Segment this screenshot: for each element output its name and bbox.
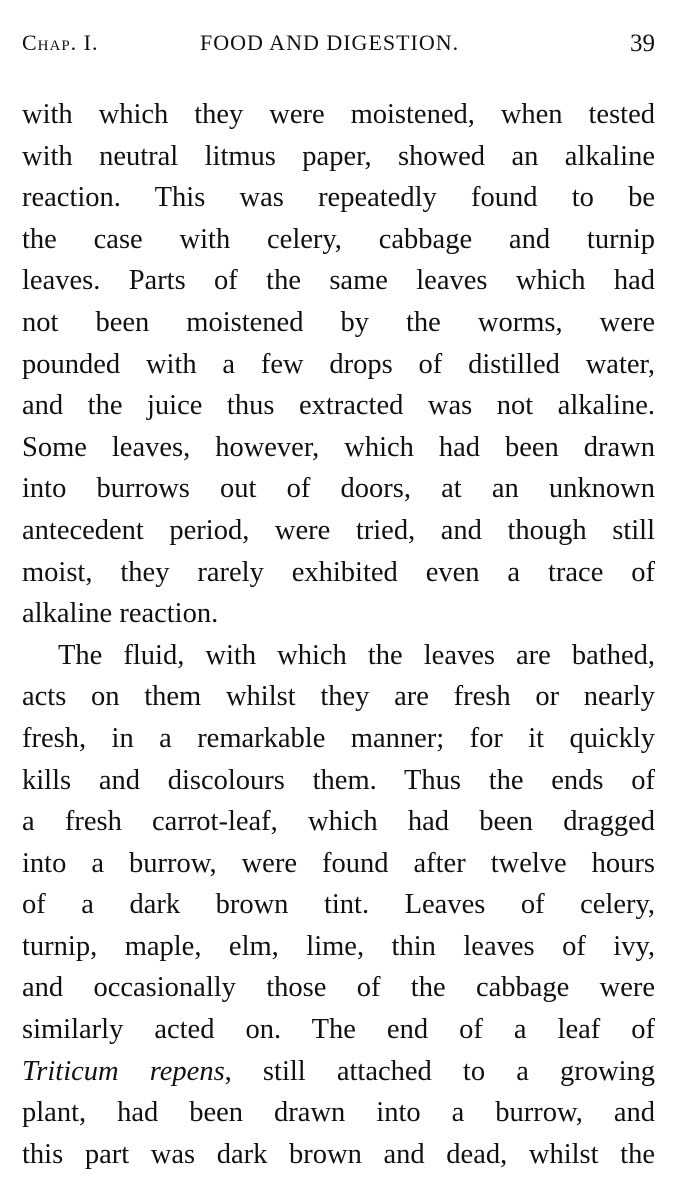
text-line: not been moistened by the worms, were: [22, 306, 655, 338]
text-line: a fresh carrot-leaf, which had been dragged: [22, 806, 655, 838]
text-line: moist, they rarely exhibited even a trace of: [22, 556, 655, 588]
text-line: similarly acted on. The end of a leaf of: [22, 1014, 655, 1046]
text-line: acts on them whilst they are fresh or nearly: [22, 681, 655, 713]
text-line: with neutral litmus paper, showed an alkaline: [22, 140, 655, 172]
text-line: Some leaves, however, which had been drawn: [22, 431, 655, 463]
text-line: into a burrow, were found after twelve hours: [22, 847, 655, 879]
text-line: turnip, maple, elm, lime, thin leaves of ivy,: [22, 930, 655, 962]
chapter-label: Chap. I.: [22, 30, 99, 55]
text-line: reaction. This was repeatedly found to be: [22, 182, 655, 214]
text-line: fresh, in a remarkable manner; for it quickly: [22, 722, 655, 754]
text-line-rest: , still attached to a growing: [224, 1055, 655, 1087]
text-line: this part was dark brown and dead, whilst the: [22, 1138, 655, 1170]
text-line: with which they were moistened, when tested: [22, 99, 655, 130]
text-line: and occasionally those of the cabbage were: [22, 972, 655, 1004]
text-line: leaves. Parts of the same leaves which had: [22, 265, 655, 297]
text-line: into burrows out of doors, at an unknown: [22, 473, 655, 505]
text-line: the case with celery, cabbage and turnip: [22, 223, 655, 255]
text-line-italic: [22, 1051, 655, 1093]
body-text: [22, 94, 655, 1175]
text-line: of a dark brown tint. Leaves of celery,: [22, 889, 655, 921]
text-line: alkaline reaction.: [22, 598, 219, 630]
text-line: plant, had been drawn into a burrow, and: [22, 1097, 655, 1129]
paragraph-start-line: The fluid, with which the leaves are bathed,: [58, 639, 655, 671]
text-line: and the juice thus extracted was not alkaline.: [22, 390, 655, 422]
page-number: 39: [630, 30, 655, 57]
text-line: antecedent period, were tried, and though still: [22, 514, 655, 546]
chapter-title: FOOD AND DIGESTION.: [200, 30, 460, 55]
running-head: [22, 30, 655, 64]
text-line: pounded with a few drops of distilled water,: [22, 348, 655, 380]
text-line: kills and discolours them. Thus the ends of: [22, 764, 655, 796]
species-name: Triticum repens: [22, 1055, 225, 1087]
